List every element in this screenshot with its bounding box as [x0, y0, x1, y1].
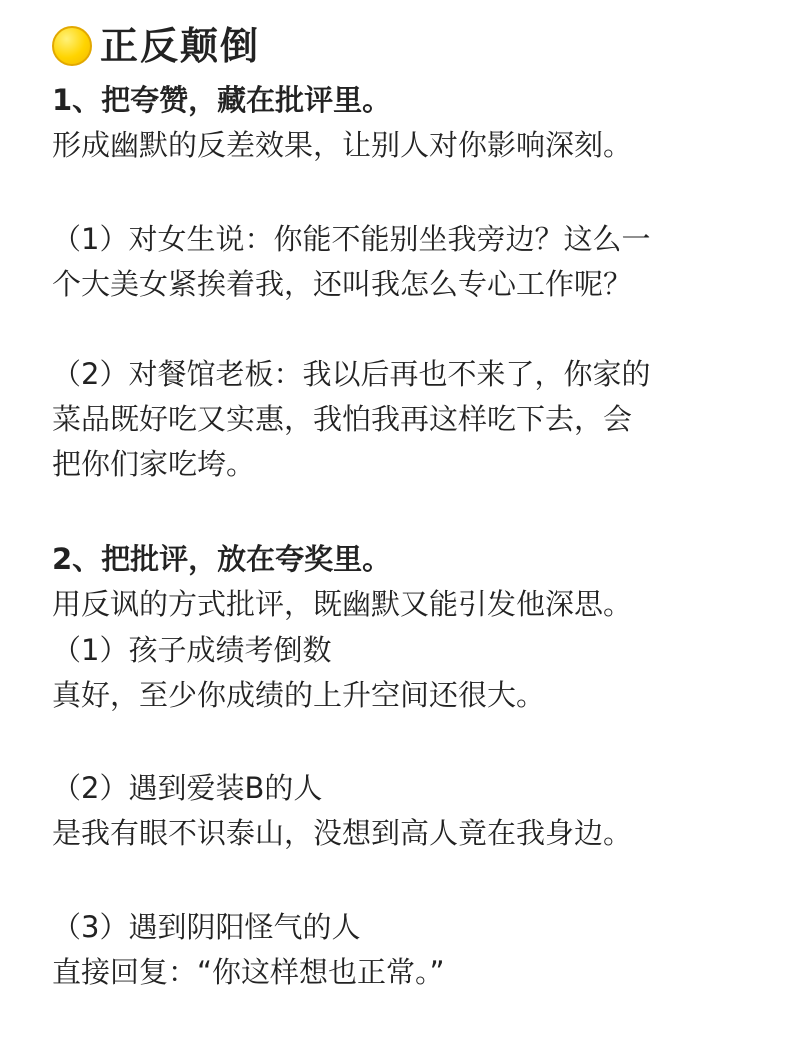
section-2-example-1-reply: 真好，至少你成绩的上升空间还很大。: [52, 678, 546, 712]
section-2-example-2-reply: 是我有眼不识泰山，没想到高人竟在我身边。: [52, 816, 633, 850]
section-2-heading: 2、把批评，放在夸奖里。: [52, 542, 392, 576]
section-2-example-3-reply: 直接回复：“你这样想也正常。”: [52, 955, 445, 989]
section-1-example-1-line-1: （1）对女生说：你能不能别坐我旁边？这么一: [52, 222, 651, 256]
section-1-example-2-line-1: （2）对餐馆老板：我以后再也不来了，你家的: [52, 357, 651, 391]
section-2-example-2-label: （2）遇到爱装B的人: [52, 771, 323, 805]
section-1-description: 形成幽默的反差效果，让别人对你影响深刻。: [52, 128, 633, 162]
yellow-circle-icon: [52, 26, 92, 66]
section-1-example-2-line-3: 把你们家吃垮。: [52, 447, 256, 481]
section-1-example-2-line-2: 菜品既好吃又实惠，我怕我再这样吃下去，会: [52, 402, 633, 436]
page-title: 正反颠倒: [100, 24, 261, 68]
title-row: [52, 24, 260, 68]
section-2-example-1-label: （1）孩子成绩考倒数: [52, 633, 332, 667]
section-1-example-1-line-2: 个大美女紧挨着我，还叫我怎么专心工作呢？: [52, 267, 633, 301]
section-2-description: 用反讽的方式批评，既幽默又能引发他深思。: [52, 587, 633, 621]
section-2-example-3-label: （3）遇到阴阳怪气的人: [52, 910, 361, 944]
section-1-heading: 1、把夸赞，藏在批评里。: [52, 83, 392, 117]
